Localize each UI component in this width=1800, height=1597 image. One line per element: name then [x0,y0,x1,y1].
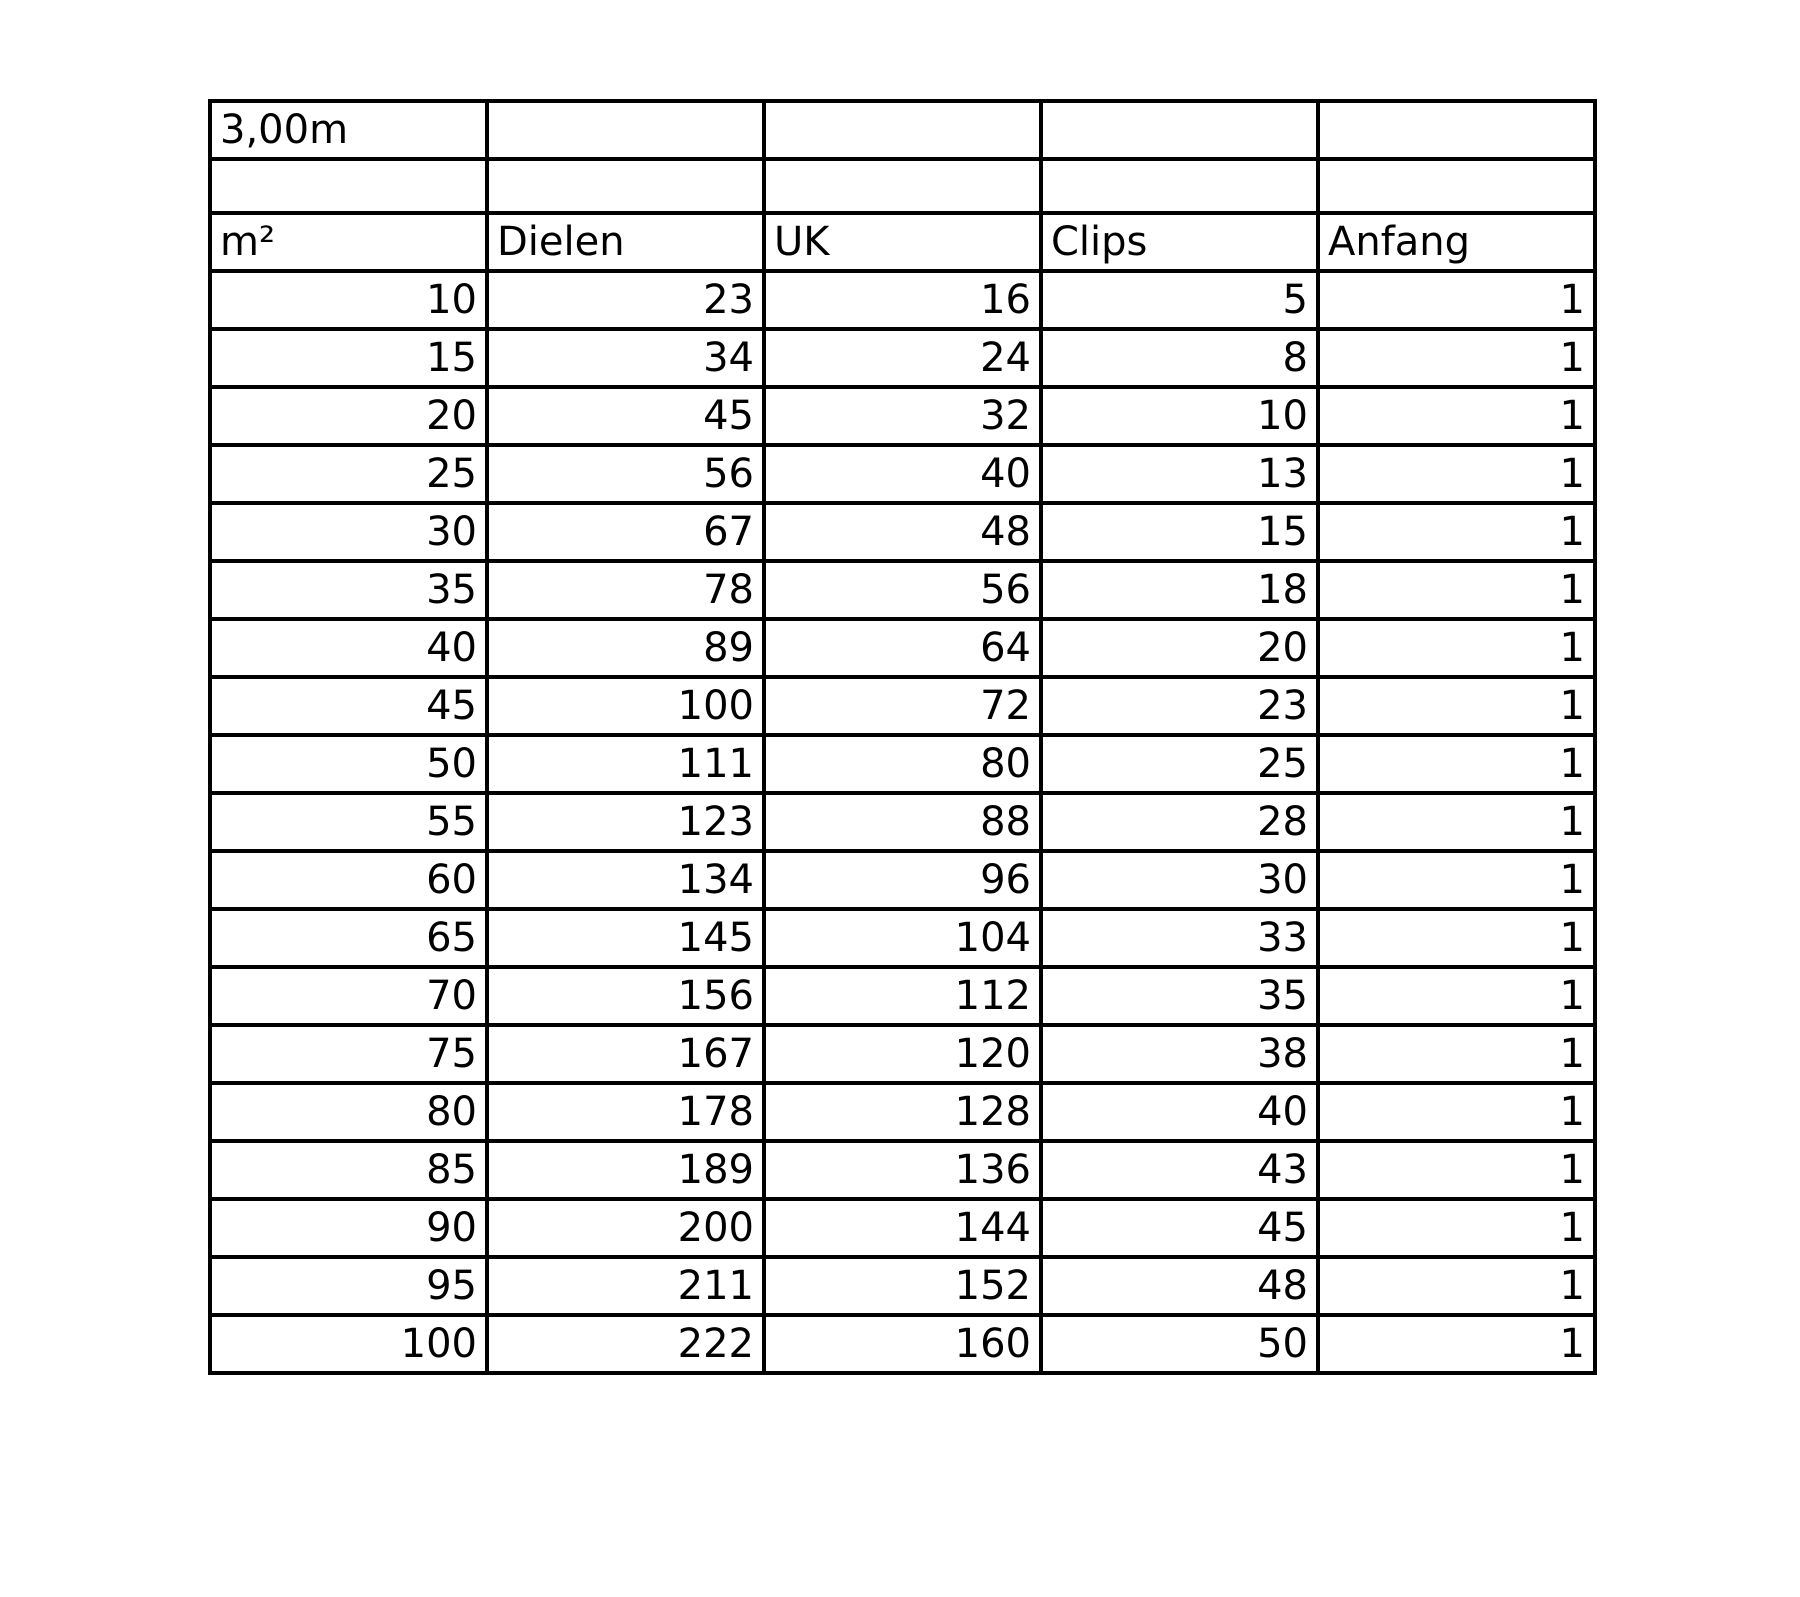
cell-dielen: 45 [487,387,764,445]
cell-dielen: 156 [487,967,764,1025]
cell-anfang: 1 [1318,1257,1595,1315]
cell-dielen: 222 [487,1315,764,1373]
header-row [210,213,1595,271]
cell-uk: 32 [764,387,1041,445]
cell-area: 55 [210,793,487,851]
table-row [210,503,1595,561]
table-row [210,677,1595,735]
cell-anfang: 1 [1318,1141,1595,1199]
title-row-cell [764,101,1041,159]
cell-anfang: 1 [1318,1315,1595,1373]
column-header-area: m² [210,213,487,271]
cell-dielen: 100 [487,677,764,735]
blank-cell [1318,159,1595,213]
cell-uk: 144 [764,1199,1041,1257]
cell-anfang: 1 [1318,619,1595,677]
blank-cell [764,159,1041,213]
cell-dielen: 167 [487,1025,764,1083]
table-row [210,1025,1595,1083]
cell-clips: 28 [1041,793,1318,851]
cell-anfang: 1 [1318,1083,1595,1141]
cell-clips: 25 [1041,735,1318,793]
cell-dielen: 189 [487,1141,764,1199]
cell-area: 60 [210,851,487,909]
table-row [210,1141,1595,1199]
table-row [210,271,1595,329]
cell-area: 80 [210,1083,487,1141]
title-cell: 3,00m [210,101,487,159]
cell-clips: 45 [1041,1199,1318,1257]
cell-area: 70 [210,967,487,1025]
cell-dielen: 56 [487,445,764,503]
cell-clips: 48 [1041,1257,1318,1315]
cell-area: 35 [210,561,487,619]
cell-area: 20 [210,387,487,445]
table-row [210,445,1595,503]
cell-clips: 40 [1041,1083,1318,1141]
cell-uk: 128 [764,1083,1041,1141]
cell-uk: 88 [764,793,1041,851]
cell-clips: 13 [1041,445,1318,503]
cell-area: 75 [210,1025,487,1083]
cell-clips: 43 [1041,1141,1318,1199]
title-row-cell [1318,101,1595,159]
cell-uk: 104 [764,909,1041,967]
title-row [210,101,1595,159]
cell-anfang: 1 [1318,445,1595,503]
table-body [210,101,1595,1373]
cell-anfang: 1 [1318,909,1595,967]
cell-dielen: 123 [487,793,764,851]
cell-area: 30 [210,503,487,561]
cell-area: 65 [210,909,487,967]
cell-uk: 96 [764,851,1041,909]
cell-clips: 38 [1041,1025,1318,1083]
cell-area: 10 [210,271,487,329]
cell-dielen: 67 [487,503,764,561]
cell-area: 100 [210,1315,487,1373]
cell-area: 45 [210,677,487,735]
cell-anfang: 1 [1318,1025,1595,1083]
table-row [210,909,1595,967]
cell-area: 95 [210,1257,487,1315]
cell-clips: 33 [1041,909,1318,967]
cell-dielen: 211 [487,1257,764,1315]
cell-dielen: 89 [487,619,764,677]
cell-dielen: 145 [487,909,764,967]
table-row [210,329,1595,387]
table-row [210,735,1595,793]
cell-clips: 8 [1041,329,1318,387]
cell-uk: 136 [764,1141,1041,1199]
cell-clips: 20 [1041,619,1318,677]
column-header-dielen: Dielen [487,213,764,271]
cell-anfang: 1 [1318,561,1595,619]
cell-clips: 30 [1041,851,1318,909]
cell-dielen: 134 [487,851,764,909]
table-row [210,1315,1595,1373]
table-row [210,967,1595,1025]
cell-clips: 10 [1041,387,1318,445]
cell-dielen: 111 [487,735,764,793]
table-row [210,387,1595,445]
blank-cell [210,159,487,213]
table-row [210,793,1595,851]
cell-area: 90 [210,1199,487,1257]
cell-anfang: 1 [1318,387,1595,445]
cell-dielen: 178 [487,1083,764,1141]
cell-uk: 112 [764,967,1041,1025]
cell-dielen: 78 [487,561,764,619]
blank-cell [1041,159,1318,213]
cell-clips: 50 [1041,1315,1318,1373]
cell-uk: 64 [764,619,1041,677]
cell-uk: 160 [764,1315,1041,1373]
cell-anfang: 1 [1318,1199,1595,1257]
title-row-cell [1041,101,1318,159]
cell-area: 40 [210,619,487,677]
cell-uk: 120 [764,1025,1041,1083]
cell-area: 15 [210,329,487,387]
cell-area: 50 [210,735,487,793]
table-row [210,619,1595,677]
table-row [210,851,1595,909]
cell-uk: 56 [764,561,1041,619]
cell-dielen: 23 [487,271,764,329]
cell-clips: 35 [1041,967,1318,1025]
cell-anfang: 1 [1318,735,1595,793]
cell-anfang: 1 [1318,329,1595,387]
cell-anfang: 1 [1318,271,1595,329]
column-header-uk: UK [764,213,1041,271]
cell-dielen: 200 [487,1199,764,1257]
cell-anfang: 1 [1318,851,1595,909]
cell-dielen: 34 [487,329,764,387]
cell-uk: 80 [764,735,1041,793]
table-row [210,1257,1595,1315]
cell-area: 85 [210,1141,487,1199]
table-row [210,1083,1595,1141]
column-header-clips: Clips [1041,213,1318,271]
cell-clips: 5 [1041,271,1318,329]
table-row [210,1199,1595,1257]
data-table [208,99,1597,1375]
title-row-cell [487,101,764,159]
cell-uk: 24 [764,329,1041,387]
cell-area: 25 [210,445,487,503]
cell-uk: 40 [764,445,1041,503]
cell-anfang: 1 [1318,793,1595,851]
cell-uk: 152 [764,1257,1041,1315]
cell-uk: 72 [764,677,1041,735]
cell-uk: 16 [764,271,1041,329]
blank-row [210,159,1595,213]
blank-cell [487,159,764,213]
cell-clips: 18 [1041,561,1318,619]
cell-clips: 23 [1041,677,1318,735]
cell-clips: 15 [1041,503,1318,561]
cell-uk: 48 [764,503,1041,561]
table-row [210,561,1595,619]
column-header-anfang: Anfang [1318,213,1595,271]
cell-anfang: 1 [1318,967,1595,1025]
cell-anfang: 1 [1318,677,1595,735]
cell-anfang: 1 [1318,503,1595,561]
